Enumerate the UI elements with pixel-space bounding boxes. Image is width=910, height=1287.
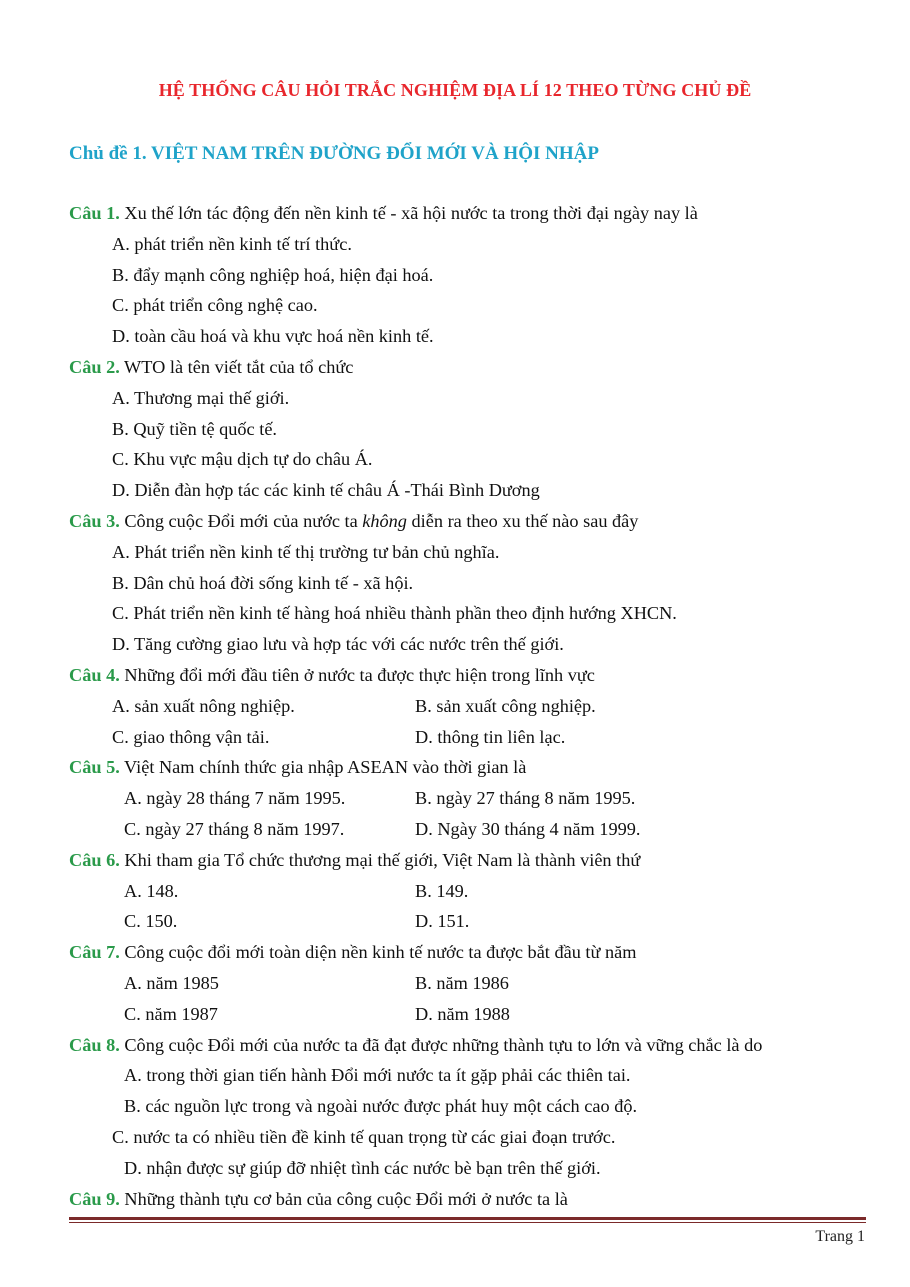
option-a: A. trong thời gian tiến hành Đổi mới nước ta ít gặp phải các thiên tai. — [124, 1065, 631, 1086]
option-c: C. giao thông vận tải. — [112, 726, 270, 747]
question-label: Câu 6. — [69, 849, 120, 870]
option-d: D. nhận được sự giúp đỡ nhiệt tình các nước bè bạn trên thế giới. — [124, 1157, 601, 1178]
option-d: D. thông tin liên lạc. — [415, 726, 566, 747]
document-title: HỆ THỐNG CÂU HỎI TRẮC NGHIỆM ĐỊA LÍ 12 THEO TỪNG CHỦ ĐỀ — [158, 80, 752, 100]
question-8 — [0, 1030, 910, 1061]
question-3 — [0, 506, 910, 537]
topic-heading: Chủ đề 1. VIỆT NAM TRÊN ĐƯỜNG ĐỔI MỚI VÀ HỘI NHẬP — [69, 143, 599, 164]
option-row — [0, 906, 910, 937]
question-label: Câu 4. — [69, 664, 120, 685]
question-7 — [0, 937, 910, 968]
option-d: D. toàn cầu hoá và khu vực hoá nền kinh tế. — [112, 326, 434, 347]
option-c: C. ngày 27 tháng 8 năm 1997. — [124, 818, 345, 839]
question-5 — [0, 752, 910, 783]
question-1 — [0, 198, 910, 229]
question-label: Câu 5. — [69, 757, 120, 778]
option-b: B. ngày 27 tháng 8 năm 1995. — [415, 788, 636, 809]
option-a: A. phát triển nền kinh tế trí thức. — [112, 233, 352, 254]
option-d: D. Tăng cường giao lưu và hợp tác với các nước trên thế giới. — [112, 634, 564, 655]
option-c: C. năm 1987 — [124, 1003, 218, 1024]
question-label: Câu 9. — [69, 1188, 120, 1209]
question-label: Câu 7. — [69, 942, 120, 963]
question-text: Những đổi mới đầu tiên ở nước ta được thực hiện trong lĩnh vực — [119, 664, 595, 685]
question-text: Công cuộc Đổi mới của nước ta — [119, 510, 363, 531]
option-row — [0, 691, 910, 722]
option-c: C. nước ta có nhiều tiền đề kinh tế quan trọng từ các giai đoạn trước. — [112, 1126, 616, 1147]
question-label: Câu 8. — [69, 1034, 120, 1055]
option-b: B. các nguồn lực trong và ngoài nước được phát huy một cách cao độ. — [124, 1096, 638, 1117]
question-text: Công cuộc Đổi mới của nước ta đã đạt được những thành tựu to lớn và vững chắc là do — [119, 1034, 763, 1055]
question-text: Việt Nam chính thức gia nhập ASEAN vào thời gian là — [119, 757, 527, 778]
option-a: A. năm 1985 — [124, 972, 219, 993]
option-d: D. năm 1988 — [415, 1003, 510, 1024]
option-a: A. 148. — [124, 880, 179, 901]
footer-divider — [69, 1217, 866, 1220]
question-text: Công cuộc đổi mới toàn diện nền kinh tế nước ta được bắt đầu từ năm — [119, 942, 637, 963]
option-b: B. sản xuất công nghiệp. — [415, 695, 596, 716]
question-label: Câu 1. — [69, 203, 120, 223]
option-c: C. phát triển công nghệ cao. — [112, 295, 318, 316]
question-label: Câu 2. — [69, 356, 120, 377]
option-row — [0, 814, 910, 845]
option-row — [0, 968, 910, 999]
question-label: Câu 3. — [69, 510, 120, 531]
option-c: C. Khu vực mậu dịch tự do châu Á. — [112, 449, 373, 470]
question-2 — [0, 352, 910, 383]
option-b: B. Dân chủ hoá đời sống kinh tế - xã hội. — [112, 572, 414, 593]
option-b: B. đẩy mạnh công nghiệp hoá, hiện đại hoá. — [112, 264, 434, 285]
page-number: Trang 1 — [815, 1228, 865, 1245]
question-text: Khi tham gia Tổ chức thương mại thế giới, Việt Nam là thành viên thứ — [119, 849, 641, 870]
option-row — [0, 783, 910, 814]
option-row — [0, 876, 910, 907]
question-emphasis: không — [362, 510, 407, 531]
option-d: D. Ngày 30 tháng 4 năm 1999. — [415, 818, 641, 839]
question-text-end: diễn ra theo xu thế nào sau đây — [406, 510, 639, 531]
question-text: Những thành tựu cơ bản của công cuộc Đổi mới ở nước ta là — [119, 1188, 568, 1209]
option-c: C. 150. — [124, 911, 178, 932]
footer-divider-thin — [69, 1222, 866, 1223]
option-a: A. ngày 28 tháng 7 năm 1995. — [124, 788, 346, 809]
option-a: A. Thương mại thế giới. — [112, 387, 290, 408]
option-d: D. 151. — [415, 911, 470, 932]
option-b: B. Quỹ tiền tệ quốc tế. — [112, 418, 278, 439]
option-row — [0, 722, 910, 753]
option-row — [0, 999, 910, 1030]
option-c: C. Phát triển nền kinh tế hàng hoá nhiều thành phần theo định hướng XHCN. — [112, 603, 677, 624]
question-list — [0, 198, 910, 1214]
question-text: Xu thế lớn tác động đến nền kinh tế - xã hội nước ta trong thời đại ngày nay là — [119, 203, 698, 223]
question-text: WTO là tên viết tắt của tổ chức — [119, 356, 354, 377]
option-a: A. Phát triển nền kinh tế thị trường tư bản chủ nghĩa. — [112, 541, 500, 562]
option-d: D. Diễn đàn hợp tác các kinh tế châu Á -Thái Bình Dương — [112, 480, 540, 501]
question-9 — [0, 1184, 910, 1215]
option-b: B. năm 1986 — [415, 972, 509, 993]
option-b: B. 149. — [415, 880, 469, 901]
question-4 — [0, 660, 910, 691]
option-a: A. sản xuất nông nghiệp. — [112, 695, 295, 716]
question-6 — [0, 845, 910, 876]
